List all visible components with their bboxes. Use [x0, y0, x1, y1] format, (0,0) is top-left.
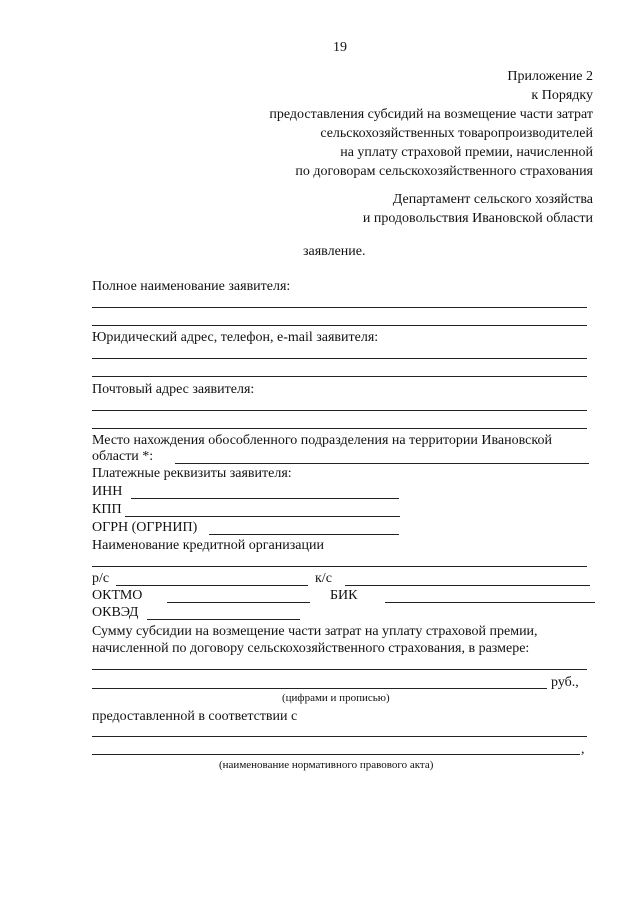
legal-address-label: Юридический адрес, телефон, e-mail заявителя:	[92, 330, 379, 345]
provided-label: предоставленной в соответствии с	[92, 709, 298, 724]
okved-label: ОКВЭД	[92, 605, 139, 620]
appendix-line: к Порядку	[531, 88, 593, 103]
appendix-line: на уплату страховой премии, начисленной	[340, 145, 593, 160]
legal-act-line[interactable]	[92, 736, 587, 737]
kpp-label: КПП	[92, 502, 122, 517]
comma: ,	[581, 742, 585, 757]
oktmo-line[interactable]	[167, 602, 310, 603]
payment-details-label: Платежные реквизиты заявителя:	[92, 466, 292, 481]
okved-line[interactable]	[147, 619, 300, 620]
rs-label: р/с	[92, 571, 110, 586]
bik-label: БИК	[330, 588, 358, 603]
postal-address-line[interactable]	[92, 410, 587, 411]
kpp-line[interactable]	[125, 516, 400, 517]
legal-act-line[interactable]	[92, 754, 580, 755]
appendix-line: Приложение 2	[507, 69, 593, 84]
page-number: 19	[333, 40, 347, 55]
rub-label: руб.,	[551, 675, 579, 690]
appendix-line: сельскохозяйственных товаропроизводителей	[320, 126, 593, 141]
postal-address-line[interactable]	[92, 428, 587, 429]
bank-name-line[interactable]	[92, 566, 587, 567]
document-title: заявление.	[303, 244, 366, 259]
full-name-line[interactable]	[92, 325, 587, 326]
postal-address-label: Почтовый адрес заявителя:	[92, 382, 255, 397]
ogrn-line[interactable]	[209, 534, 399, 535]
subsidy-sum-line[interactable]	[92, 669, 587, 670]
legal-address-line[interactable]	[92, 376, 587, 377]
oktmo-label: ОКТМО	[92, 588, 143, 603]
subsidy-sum-line[interactable]	[92, 688, 547, 689]
rs-line[interactable]	[116, 585, 308, 586]
branch-location-line[interactable]	[175, 463, 589, 464]
full-name-line[interactable]	[92, 307, 587, 308]
ks-line[interactable]	[345, 585, 590, 586]
full-name-label: Полное наименование заявителя:	[92, 279, 291, 294]
appendix-line: предоставления субсидий на возмещение части затрат	[269, 107, 593, 122]
inn-line[interactable]	[131, 498, 399, 499]
ogrn-label: ОГРН (ОГРНИП)	[92, 520, 198, 535]
addressee-line: и продовольствия Ивановской области	[362, 211, 593, 226]
ks-label: к/с	[315, 571, 332, 586]
subsidy-sum-text: начисленной по договору сельскохозяйственного страхования, в размере:	[92, 641, 530, 656]
legal-address-line[interactable]	[92, 358, 587, 359]
bik-line[interactable]	[385, 602, 595, 603]
inn-label: ИНН	[92, 484, 123, 499]
subsidy-sum-text: Сумму субсидии на возмещение части затрат на уплату страховой премии,	[92, 624, 538, 639]
sum-hint: (цифрами и прописью)	[282, 692, 390, 704]
bank-name-label: Наименование кредитной организации	[92, 538, 324, 553]
addressee-line: Департамент сельского хозяйства	[392, 192, 593, 207]
appendix-line: по договорам сельскохозяйственного страхования	[295, 164, 593, 179]
branch-location-label: области *:	[92, 449, 154, 464]
branch-location-label: Место нахождения обособленного подразделения на территории Ивановской	[92, 433, 552, 448]
act-hint: (наименование нормативного правового акта)	[219, 759, 434, 771]
